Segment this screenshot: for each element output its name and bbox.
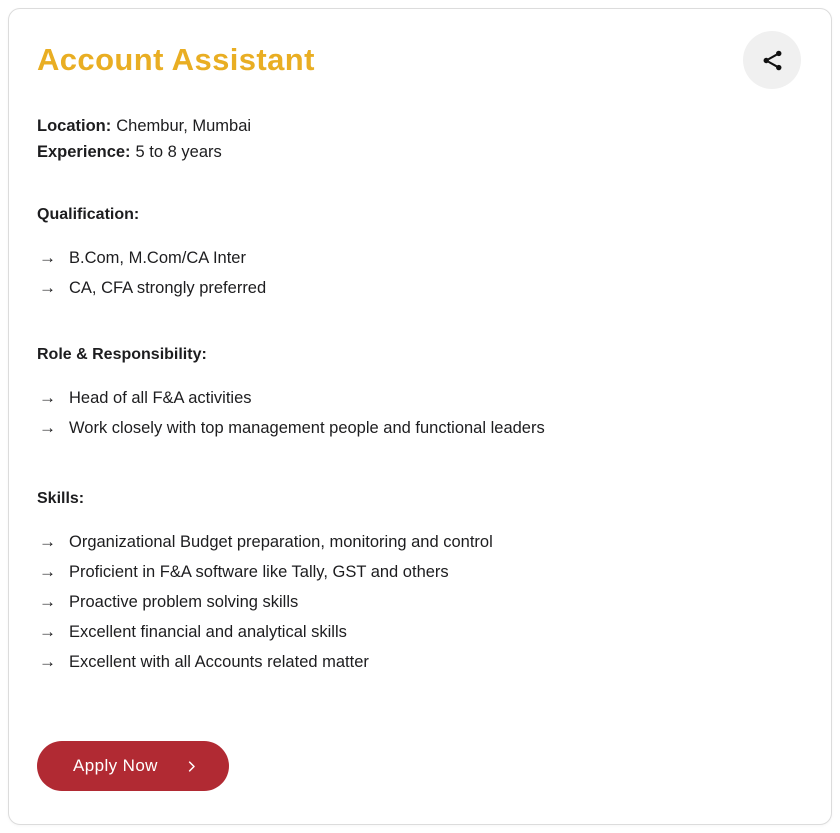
apply-now-label: Apply Now <box>73 756 158 775</box>
section-heading: Skills: <box>37 490 85 507</box>
section-skills <box>37 489 801 673</box>
skills-list <box>37 531 801 673</box>
share-button[interactable] <box>743 31 801 89</box>
section-heading: Role & Responsibility: <box>37 346 207 363</box>
section-role-responsibility <box>37 345 801 439</box>
arrow-right-icon: → <box>39 388 56 407</box>
list-item <box>37 591 801 613</box>
list-item-text: Proactive problem solving skills <box>69 593 299 611</box>
list-item <box>37 247 801 269</box>
list-item <box>37 387 801 409</box>
list-item-text: Organizational Budget preparation, monitoring and control <box>69 533 493 551</box>
list-item-text: Proficient in F&A software like Tally, GST and others <box>69 563 449 581</box>
section-heading: Qualification: <box>37 206 140 223</box>
list-item-text: Excellent financial and analytical skills <box>69 623 347 641</box>
arrow-right-icon: → <box>39 592 56 611</box>
card-header <box>37 41 801 89</box>
list-item <box>37 417 801 439</box>
arrow-right-icon: → <box>39 532 56 551</box>
chevron-right-icon <box>184 759 199 774</box>
meta-location <box>37 113 801 139</box>
meta-experience-label: Experience: <box>37 143 131 161</box>
arrow-right-icon: → <box>39 248 56 267</box>
list-item <box>37 561 801 583</box>
list-item <box>37 621 801 643</box>
list-item <box>37 651 801 673</box>
meta-experience <box>37 139 801 165</box>
job-title: Account Assistant <box>37 42 315 77</box>
section-qualification <box>37 205 801 299</box>
arrow-right-icon: → <box>39 622 56 641</box>
list-item-text: Work closely with top management people and functional leaders <box>69 419 545 437</box>
arrow-right-icon: → <box>39 562 56 581</box>
list-item-text: Excellent with all Accounts related matter <box>69 653 369 671</box>
arrow-right-icon: → <box>39 278 56 297</box>
meta-experience-value: 5 to 8 years <box>135 143 222 161</box>
list-item-text: CA, CFA strongly preferred <box>69 279 267 297</box>
job-meta <box>37 113 801 165</box>
meta-location-label: Location: <box>37 117 112 135</box>
arrow-right-icon: → <box>39 418 56 437</box>
apply-now-button[interactable] <box>37 741 229 791</box>
list-item <box>37 531 801 553</box>
role-list <box>37 387 801 439</box>
list-item <box>37 277 801 299</box>
job-card <box>8 8 832 825</box>
meta-location-value: Chembur, Mumbai <box>116 117 252 135</box>
list-item-text: B.Com, M.Com/CA Inter <box>69 249 246 267</box>
arrow-right-icon: → <box>39 652 56 671</box>
list-item-text: Head of all F&A activities <box>69 389 252 407</box>
qualification-list <box>37 247 801 299</box>
share-icon <box>760 48 785 73</box>
